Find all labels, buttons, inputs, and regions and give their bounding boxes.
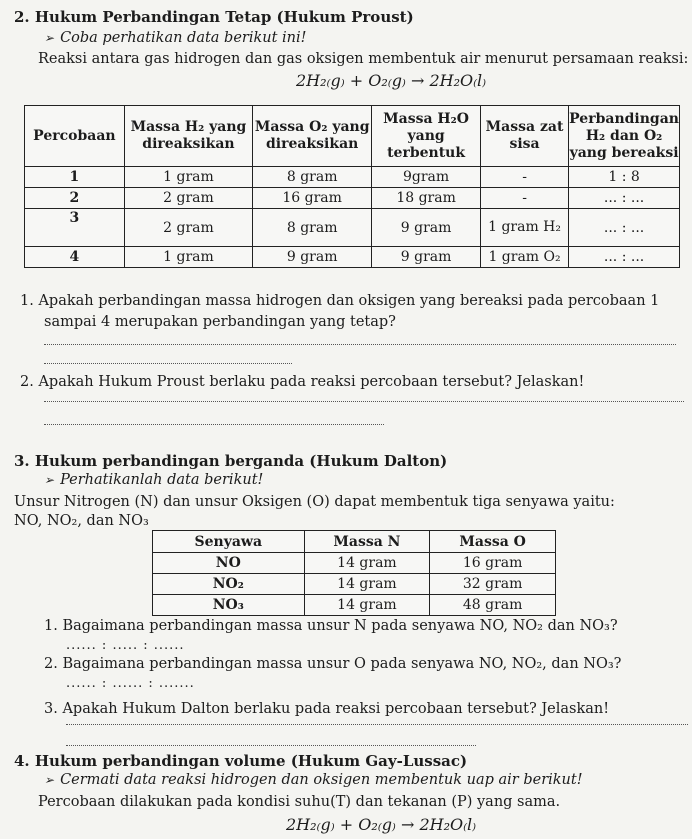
- section-3-compounds: NO, NO₂, dan NO₃: [14, 513, 149, 529]
- table-header-row: [153, 531, 556, 553]
- answer-line[interactable]: [66, 745, 476, 746]
- table-cell: -: [480, 188, 568, 209]
- table-cell: 4: [25, 247, 125, 268]
- table-cell: 1 : 8: [569, 167, 680, 188]
- table-cell: 9 gram: [253, 247, 372, 268]
- table-cell: 8 gram: [253, 167, 372, 188]
- dalton-answer-blank-1[interactable]: ...... : ..... : ......: [66, 638, 185, 653]
- table-cell: 48 gram: [430, 595, 556, 616]
- arrow-bullet-icon: ➢: [44, 31, 55, 45]
- section-3-instruction-text: Perhatikanlah data berikut!: [60, 472, 264, 488]
- table-header: Massa zat sisa: [480, 106, 568, 167]
- table-row: [153, 595, 556, 616]
- proust-question-1-line-2: sampai 4 merupakan perbandingan yang tetap?: [44, 314, 396, 330]
- table-cell: NO₂: [153, 574, 305, 595]
- arrow-bullet-icon: ➢: [44, 473, 55, 487]
- section-4-intro: Percobaan dilakukan pada kondisi suhu(T) dan tekanan (P) yang sama.: [38, 794, 561, 810]
- answer-line[interactable]: [66, 724, 688, 725]
- arrow-bullet-icon: ➢: [44, 773, 55, 787]
- table-header: Massa H₂ yang direaksikan: [124, 106, 252, 167]
- table-row: [25, 247, 680, 268]
- table-cell: 1 gram H₂: [480, 209, 568, 247]
- section-3-instruction: [44, 472, 263, 488]
- answer-line[interactable]: [44, 363, 292, 364]
- table-row: [25, 188, 680, 209]
- table-cell: 8 gram: [253, 209, 372, 247]
- section-2-instruction: [44, 30, 307, 46]
- section-4-instruction-text: Cermati data reaksi hidrogen dan oksigen membentuk uap air berikut!: [60, 772, 583, 788]
- table-cell: ... : ...: [569, 247, 680, 268]
- table-cell: NO: [153, 553, 305, 574]
- section-2-title: 2. Hukum Perbandingan Tetap (Hukum Proust): [14, 8, 414, 26]
- table-cell: 1 gram O₂: [480, 247, 568, 268]
- section-4-instruction: [44, 772, 583, 788]
- section-4-equation: 2H₂₍g₎ + O₂₍g₎ → 2H₂O₍l₎: [286, 815, 477, 834]
- table-row: [25, 209, 680, 247]
- table-cell: 16 gram: [253, 188, 372, 209]
- table-cell: NO₃: [153, 595, 305, 616]
- section-3-title: 3. Hukum perbandingan berganda (Hukum Dalton): [14, 452, 448, 470]
- answer-line[interactable]: [44, 401, 684, 402]
- table-cell: 32 gram: [430, 574, 556, 595]
- table-cell: 1: [25, 167, 125, 188]
- dalton-data-table: [152, 530, 556, 616]
- table-header: Massa N: [304, 531, 430, 553]
- table-header: Senyawa: [153, 531, 305, 553]
- table-cell: 9gram: [372, 167, 481, 188]
- table-cell: 9 gram: [372, 247, 481, 268]
- table-cell: 3: [25, 209, 125, 247]
- table-row: [25, 167, 680, 188]
- dalton-question-2: 2. Bagaimana perbandingan massa unsur O pada senyawa NO, NO₂, dan NO₃?: [44, 656, 622, 672]
- table-cell: 14 gram: [304, 574, 430, 595]
- table-cell: 2: [25, 188, 125, 209]
- table-cell: 14 gram: [304, 595, 430, 616]
- table-cell: 16 gram: [430, 553, 556, 574]
- proust-data-table: [24, 105, 680, 268]
- table-cell: 1 gram: [124, 247, 252, 268]
- table-cell: 2 gram: [124, 188, 252, 209]
- answer-line[interactable]: [44, 424, 384, 425]
- proust-question-2: 2. Apakah Hukum Proust berlaku pada reaksi percobaan tersebut? Jelaskan!: [20, 374, 585, 390]
- table-header: Percobaan: [25, 106, 125, 167]
- dalton-question-1: 1. Bagaimana perbandingan massa unsur N pada senyawa NO, NO₂ dan NO₃?: [44, 618, 618, 634]
- section-2-intro: Reaksi antara gas hidrogen dan gas oksigen membentuk air menurut persamaan reaksi:: [38, 51, 689, 67]
- table-cell: 9 gram: [372, 209, 481, 247]
- table-header: Perbandingan H₂ dan O₂ yang bereaksi: [569, 106, 680, 167]
- section-3-intro: Unsur Nitrogen (N) dan unsur Oksigen (O) dapat membentuk tiga senyawa yaitu:: [14, 494, 615, 510]
- table-header-row: [25, 106, 680, 167]
- table-header: Massa O: [430, 531, 556, 553]
- section-2-equation: 2H₂₍g₎ + O₂₍g₎ → 2H₂O₍l₎: [296, 71, 487, 90]
- section-4-title: 4. Hukum perbandingan volume (Hukum Gay-Lussac): [14, 752, 468, 770]
- proust-question-1-line-1: 1. Apakah perbandingan massa hidrogen dan oksigen yang bereaksi pada percobaan 1: [20, 293, 660, 309]
- table-cell: ... : ...: [569, 188, 680, 209]
- table-cell: 2 gram: [124, 209, 252, 247]
- table-row: [153, 553, 556, 574]
- table-cell: 18 gram: [372, 188, 481, 209]
- table-cell: 1 gram: [124, 167, 252, 188]
- table-header: Massa O₂ yang direaksikan: [253, 106, 372, 167]
- dalton-question-3: 3. Apakah Hukum Dalton berlaku pada reaksi percobaan tersebut? Jelaskan!: [44, 701, 610, 717]
- section-2-instruction-text: Coba perhatikan data berikut ini!: [60, 30, 307, 46]
- table-cell: 14 gram: [304, 553, 430, 574]
- table-header: Massa H₂O yang terbentuk: [372, 106, 481, 167]
- table-row: [153, 574, 556, 595]
- dalton-answer-blank-2[interactable]: ...... : ...... : .......: [66, 676, 195, 691]
- table-cell: ... : ...: [569, 209, 680, 247]
- table-cell: -: [480, 167, 568, 188]
- answer-line[interactable]: [44, 344, 676, 345]
